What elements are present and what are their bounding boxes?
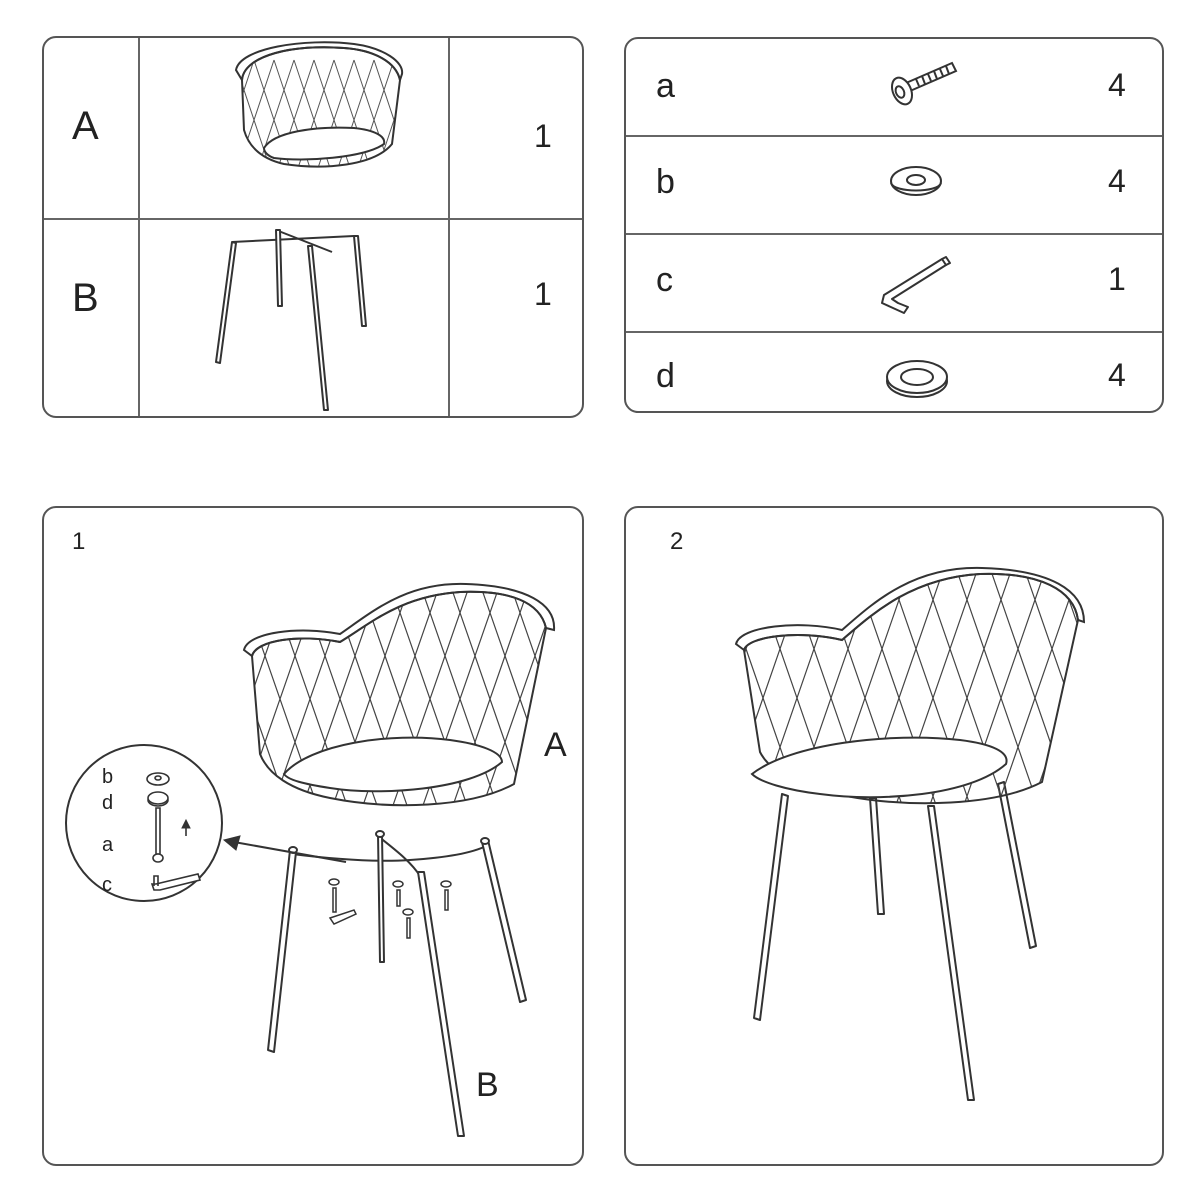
hardware-row-divider [626, 331, 1164, 333]
parts-table-col-divider-1 [138, 38, 140, 418]
leg-frame [260, 826, 540, 1146]
zoom-label-washer: b [102, 766, 114, 788]
part-label-seat: A [544, 726, 567, 764]
zoom-label-bolt: a [102, 834, 114, 856]
leg-frame-icon [204, 226, 404, 416]
spring-washer-icon [884, 357, 950, 401]
assembly-step-1 [42, 506, 584, 1166]
hex-key-icon [878, 249, 952, 319]
chair-seat-shell [240, 584, 560, 814]
hardware-row-divider [626, 135, 1164, 137]
assembly-step-2 [624, 506, 1164, 1166]
part-quantity: 1 [534, 276, 552, 312]
hardware-table [624, 37, 1164, 413]
hardware-quantity: 4 [1108, 163, 1126, 199]
part-label-frame: B [476, 1066, 499, 1104]
hardware-letter: b [656, 163, 675, 201]
parts-table-col-divider-2 [448, 38, 450, 418]
parts-table-row-divider [44, 218, 584, 220]
part-quantity: 1 [534, 118, 552, 154]
hardware-row-divider [626, 233, 1164, 235]
zoom-label-spring-washer: d [102, 792, 114, 814]
hardware-quantity: 4 [1108, 357, 1126, 393]
step-number: 1 [72, 528, 86, 555]
hardware-quantity: 4 [1108, 67, 1126, 103]
callout-pointer-arrow [220, 828, 350, 868]
assembled-chair [730, 568, 1110, 1108]
part-letter: B [72, 276, 99, 320]
hardware-letter: d [656, 357, 675, 395]
parts-table [42, 36, 584, 418]
hardware-letter: c [656, 261, 673, 299]
hardware-zoom-callout [64, 736, 234, 926]
flat-washer-icon [888, 163, 944, 199]
step-number: 2 [670, 528, 684, 555]
part-letter: A [72, 104, 99, 148]
chair-seat-shell-icon [214, 40, 414, 180]
bolt-icon [886, 57, 960, 113]
zoom-label-hex-key: c [102, 874, 112, 896]
hardware-letter: a [656, 67, 675, 105]
hardware-quantity: 1 [1108, 261, 1126, 297]
